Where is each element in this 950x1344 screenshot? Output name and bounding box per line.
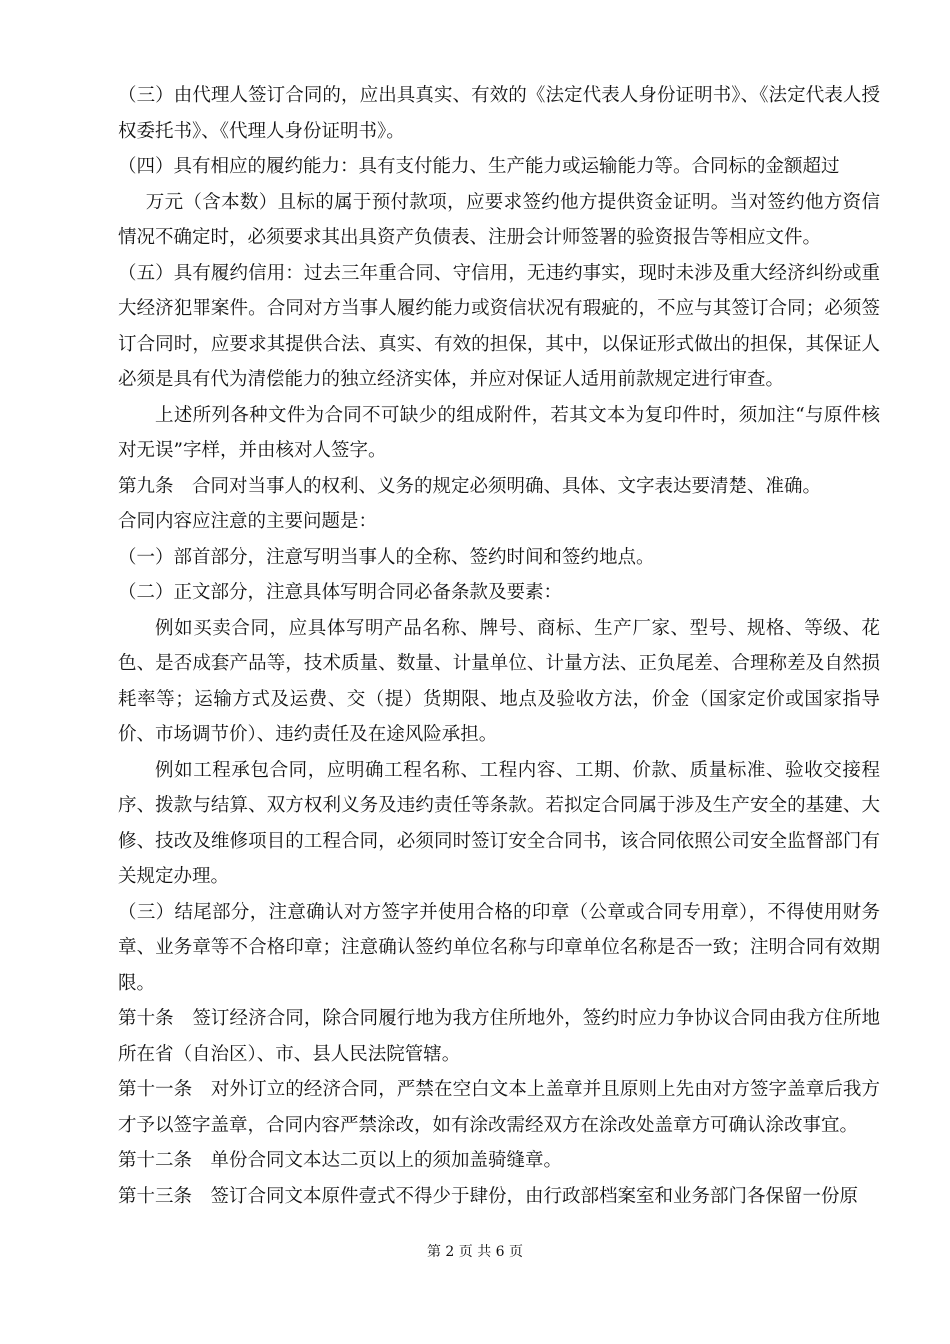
paragraph-main-issues: 合同内容应注意的主要问题是： <box>118 511 378 532</box>
paragraph-performance-ability: （四）具有相应的履约能力：具有支付能力、生产能力或运输能力等。合同标的金额超过 <box>118 156 840 177</box>
paragraph-body-part: （二）正文部分，注意具体写明合同必备条款及要素： <box>118 582 563 603</box>
paragraph-attachments: 上述所列各种文件为合同不可缺少的组成附件，若其文本为复印件时，须加注“与原件核对无误”字样，并由核对人签字。 <box>118 404 880 461</box>
paragraph-sales-contract: 例如买卖合同，应具体写明产品名称、牌号、商标、生产厂家、型号、规格、等级、花色、是否成套产品等，技术质量、数量、计量单位、计量方法、正负尾差、合理称差及自然损耗率等；运输方式及运费、交（提）货期限、地点及验收方法，价金（国家定价或国家指导价、市场调节价）、违约责任及在途风险承担。 <box>118 617 880 745</box>
paragraph-credit: （五）具有履约信用：过去三年重合同、守信用，无违约事实，现时未涉及重大经济纠纷或重大经济犯罪案件。合同对方当事人履约能力或资信状况有瑕疵的，不应与其签订合同；必须签订合同时，应要求其提供合法、真实、有效的担保，其中，以保证形式做出的担保，其保证人必须是具有代为清偿能力的独立经济实体，并应对保证人适用前款规定进行审查。 <box>118 262 880 390</box>
article-12: 第十二条 单份合同文本达二页以上的须加盖骑缝章。 <box>118 1150 563 1171</box>
paragraph-engineering-contract: 例如工程承包合同，应明确工程名称、工程内容、工期、价款、质量标准、验收交接程序、拨款与结算、双方权利义务及违约责任等条款。若拟定合同属于涉及生产安全的基建、大修、技改及维修项目的工程合同，必须同时签订安全合同书，该合同依照公司安全监督部门有关规定办理。 <box>118 759 880 887</box>
article-13: 第十三条 签订合同文本原件壹式不得少于肆份，由行政部档案室和业务部门各保留一份原 <box>118 1185 859 1207</box>
article-10: 第十条 签订经济合同，除合同履行地为我方住所地外，签约时应力争协议合同由我方住所地所在省（自治区）、市、县人民法院管辖。 <box>118 1008 880 1065</box>
paragraph-closing-part: （三）结尾部分，注意确认对方签字并使用合格的印章（公章或合同专用章），不得使用财务章、业务章等不合格印章；注意确认签约单位名称与印章单位名称是否一致；注明合同有效期限。 <box>118 901 880 994</box>
paragraph-header-part: （一）部首部分，注意写明当事人的全称、签约时间和签约地点。 <box>118 546 655 568</box>
paragraph-fund-proof: 万元（含本数）且标的属于预付款项，应要求签约他方提供资金证明。当对签约他方资信情况不确定时，必须要求其出具资产负债表、注册会计师签署的验资报告等相应文件。 <box>118 191 880 248</box>
article-9: 第九条 合同对当事人的权利、义务的规定必须明确、具体、文字表达要清楚、准确。 <box>118 475 822 497</box>
paragraph-agent-docs: （三）由代理人签订合同的，应出具真实、有效的《法定代表人身份证明书》、《法定代表人授权委托书》、《代理人身份证明书》。 <box>118 85 880 142</box>
page-number-footer: 第 2 页 共 6 页 <box>426 1244 524 1260</box>
document-body <box>118 78 880 1214</box>
article-11: 第十一条 对外订立的经济合同，严禁在空白文本上盖章并且原则上先由对方签字盖章后我方才予以签字盖章，合同内容严禁涂改，如有涂改需经双方在涂改处盖章方可确认涂改事宜。 <box>118 1079 880 1136</box>
